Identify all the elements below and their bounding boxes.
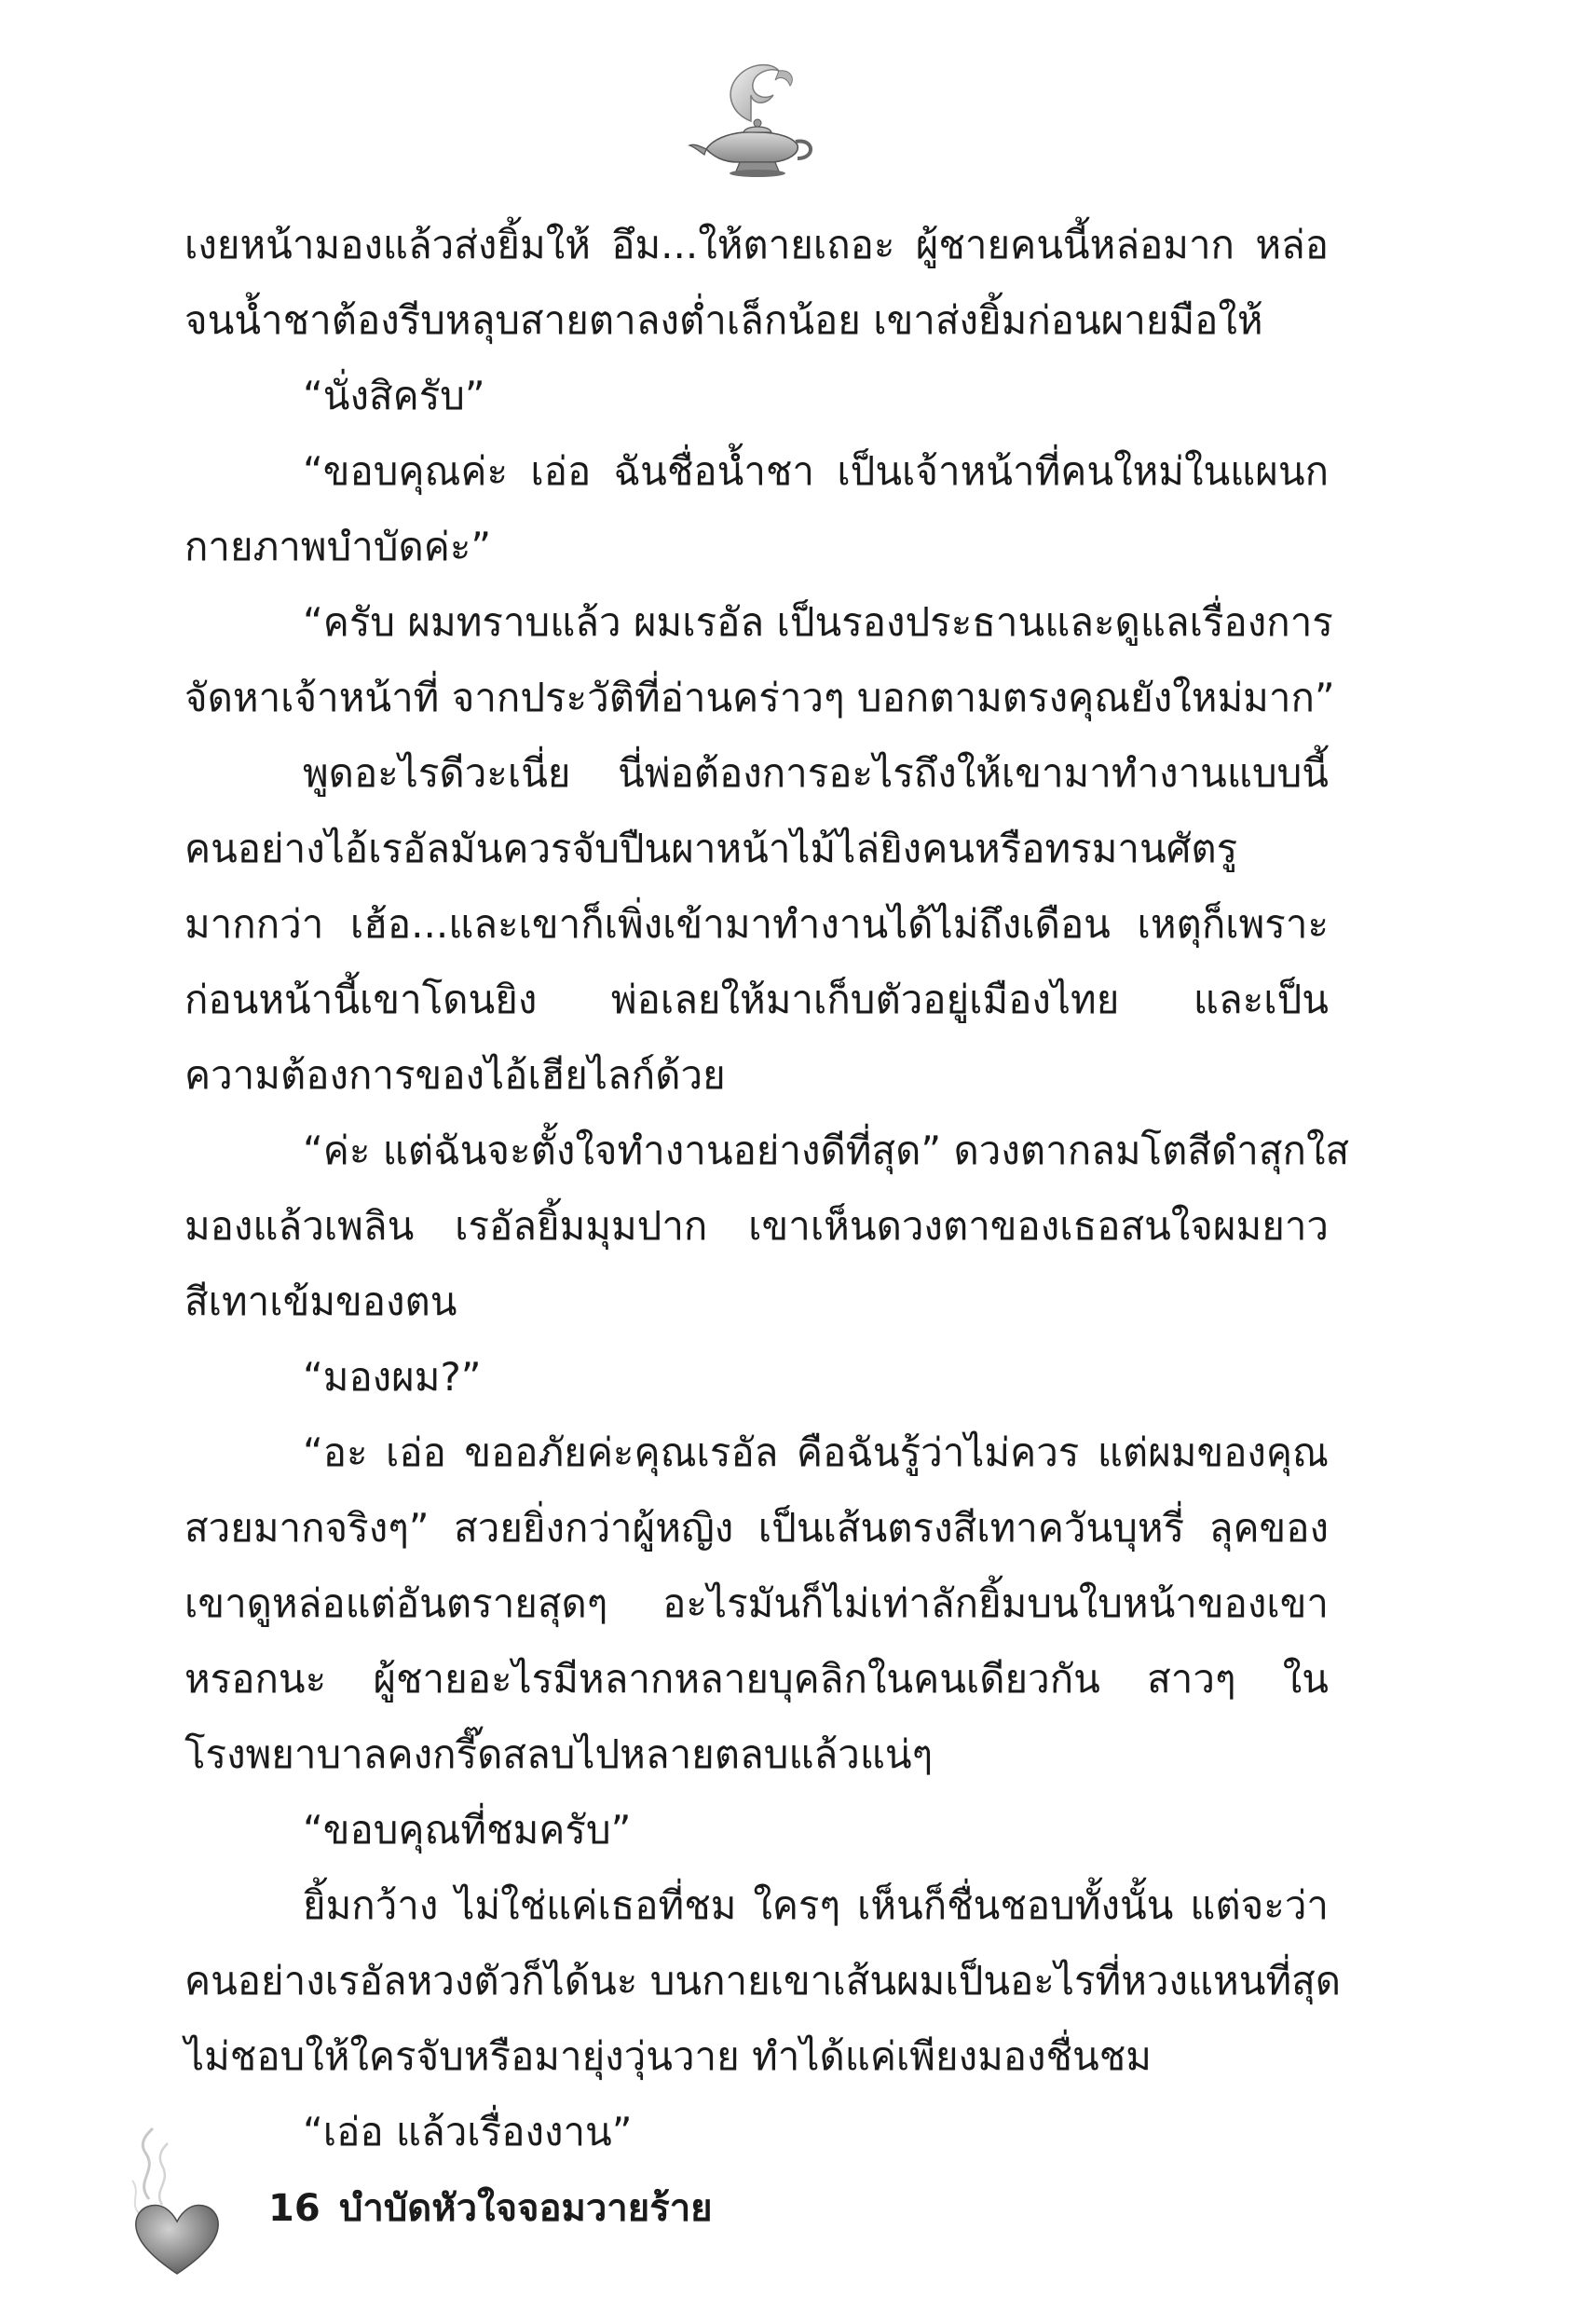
text-line bbox=[184, 1716, 1329, 1792]
text-line bbox=[184, 1641, 1329, 1716]
text-line bbox=[184, 2018, 1329, 2094]
text-line bbox=[184, 1339, 1329, 1415]
text-line-content: “ขอบคุณที่ชมครับ” bbox=[303, 1807, 632, 1853]
text-line bbox=[184, 1867, 1329, 1943]
text-line-content: คนอย่างไอ้เรอัลมันควรจับปืนผาหน้าไม้ไล่ยิงคนหรือทรมานศัตรู bbox=[184, 826, 1238, 871]
body-text bbox=[184, 207, 1350, 2169]
text-line bbox=[184, 1943, 1342, 2018]
text-line-content: โรงพยาบาลคงกรี๊ดสลบไปหลายตลบแล้วแน่ๆ bbox=[184, 1731, 934, 1777]
text-line bbox=[184, 584, 1333, 660]
text-line-content: สวยมากจริงๆ” สวยยิ่งกว่าผู้หญิง เป็นเส้นตรงสีเทาควันบุหรี่ ลุคของ bbox=[184, 1505, 1329, 1551]
text-line bbox=[184, 1188, 1329, 1264]
text-line-content: คนอย่างเรอัลหวงตัวก็ได้นะ บนกายเขาเส้นผมเป็นอะไรที่หวงแหนที่สุด bbox=[184, 1958, 1342, 2003]
text-line-content: “ครับ ผมทราบแล้ว ผมเรอัล เป็นรองประธานและดูแลเรื่องการ bbox=[303, 599, 1333, 645]
text-line-content: ยิ้มกว้าง ไม่ใช่แค่เธอที่ชม ใครๆ เห็นก็ชื่นชอบทั้งนั้น แต่จะว่า bbox=[303, 1882, 1329, 1928]
text-line-content: พูดอะไรดีวะเนี่ย นี่พ่อต้องการอะไรถึงให้เขามาทำงานแบบนี้ bbox=[303, 750, 1329, 796]
text-line bbox=[184, 509, 1329, 584]
heart-ornament-icon bbox=[121, 2125, 252, 2283]
text-line-content: ไม่ชอบให้ใครจับหรือมายุ่งวุ่นวาย ทำได้แค่เพียงมองชื่นชม bbox=[184, 2033, 1152, 2079]
book-title: บำบัดหัวใจจอมวายร้าย bbox=[339, 2187, 713, 2230]
text-line-content: กายภาพบำบัดค่ะ” bbox=[184, 524, 492, 569]
text-line-content: เขาดูหล่อแต่อันตรายสุดๆ อะไรมันก็ไม่เท่าลักยิ้มบนใบหน้าของเขา bbox=[184, 1580, 1329, 1626]
text-line bbox=[184, 1037, 1329, 1113]
text-line-content: มองแล้วเพลิน เรอัลยิ้มมุมปาก เขาเห็นดวงตาของเธอสนใจผมยาว bbox=[184, 1203, 1329, 1249]
text-line bbox=[184, 1566, 1329, 1641]
text-line-content: “เอ่อ แล้วเรื่องงาน” bbox=[303, 2109, 633, 2154]
text-line-content: “มองผม?” bbox=[303, 1354, 482, 1400]
text-line bbox=[184, 1490, 1329, 1566]
text-line-content: จัดหาเจ้าหน้าที่ จากประวัติที่อ่านคร่าวๆ บอกตามตรงคุณยังใหม่มาก” bbox=[184, 675, 1335, 720]
text-line bbox=[184, 207, 1329, 282]
text-line bbox=[184, 282, 1329, 358]
text-line-content: “นั่งสิครับ” bbox=[303, 373, 485, 418]
text-line-content: เงยหน้ามองแล้วส่งยิ้มให้ อึม...ให้ตายเถอะ ผู้ชายคนนี้หล่อมาก หล่อ bbox=[184, 222, 1329, 267]
page-number: 16 bbox=[268, 2187, 321, 2230]
text-line-content: “ขอบคุณค่ะ เอ่อ ฉันชื่อน้ำชา เป็นเจ้าหน้าที่คนใหม่ในแผนก bbox=[303, 448, 1329, 494]
text-line-content: ก่อนหน้านี้เขาโดนยิง พ่อเลยให้มาเก็บตัวอยู่เมืองไทย และเป็น bbox=[184, 977, 1329, 1022]
text-line-content: มากกว่า เฮ้อ...และเขาก็เพิ่งเข้ามาทำงานได้ไม่ถึงเดือน เหตุก็เพราะ bbox=[184, 901, 1329, 947]
text-line-content: “ค่ะ แต่ฉันจะตั้งใจทำงานอย่างดีที่สุด” ดวงตากลมโตสีดำสุกใส bbox=[303, 1128, 1350, 1173]
text-line bbox=[184, 1415, 1329, 1490]
text-line bbox=[184, 433, 1329, 509]
teapot-ornament-icon bbox=[686, 48, 825, 188]
text-line-content: “อะ เอ่อ ขออภัยค่ะคุณเรอัล คือฉันรู้ว่าไม่ควร แต่ผมของคุณ bbox=[303, 1429, 1329, 1475]
text-line bbox=[184, 1792, 1329, 1867]
text-line bbox=[184, 886, 1329, 962]
text-line bbox=[184, 1264, 1329, 1339]
text-line bbox=[184, 660, 1335, 735]
text-line-content: จนน้ำชาต้องรีบหลุบสายตาลงต่ำเล็กน้อย เขาส่งยิ้มก่อนผายมือให้ bbox=[184, 297, 1263, 343]
text-line-content: สีเทาเข้มของตน bbox=[184, 1279, 457, 1324]
page-footer bbox=[0, 2106, 1596, 2311]
text-line bbox=[184, 962, 1329, 1037]
text-line-content: หรอกนะ ผู้ชายอะไรมีหลากหลายบุคลิกในคนเดียวกัน สาวๆ ใน bbox=[184, 1656, 1329, 1702]
text-line bbox=[184, 358, 1329, 433]
text-line bbox=[184, 735, 1329, 811]
text-line bbox=[184, 811, 1329, 886]
text-line-content: ความต้องการของไอ้เฮียไลก์ด้วย bbox=[184, 1052, 726, 1098]
text-line bbox=[184, 1113, 1350, 1188]
